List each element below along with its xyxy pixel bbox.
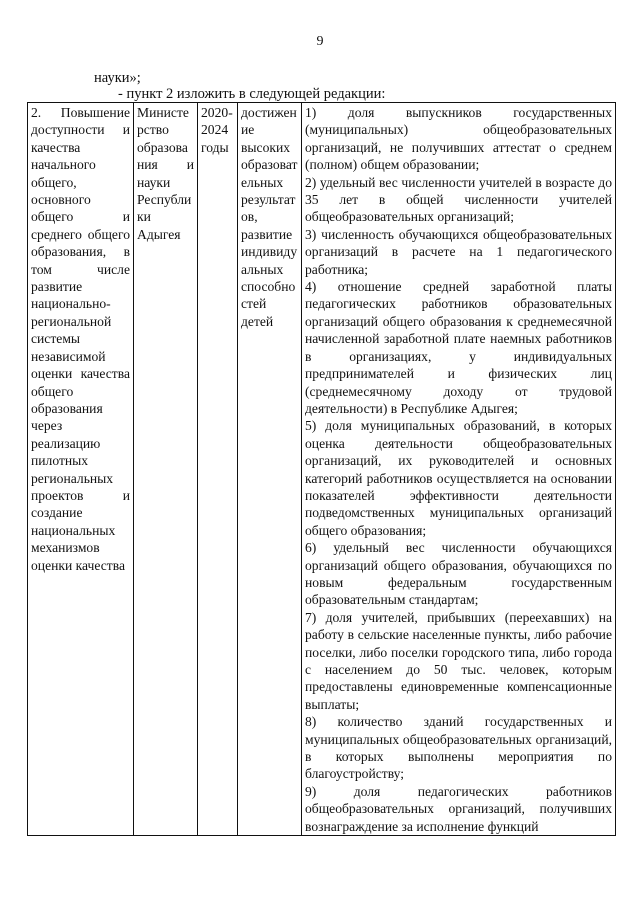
indicator-item: 6) удельный вес численности обучающихся организаций общего образования, обучающихся по новым федеральным государственным образовательным стандартам; — [305, 540, 612, 608]
years-cell — [198, 103, 238, 836]
table-row — [28, 103, 616, 836]
executor-text: Министерство образования и науки Республики Адыгея — [137, 105, 194, 242]
intro-line-2: - пункт 2 изложить в следующей редакции: — [118, 86, 386, 102]
indicator-item: 8) количество зданий государственных и муниципальных общеобразовательных организаций, в которых выполнены мероприятия по благоустройству; — [305, 714, 612, 782]
task-cell — [28, 103, 134, 836]
years-text: 2020-2024 годы — [201, 105, 233, 155]
indicator-item: 4) отношение средней заработной платы педагогических работников образовательных организаций общего образования к среднемесячной начисленной заработной плате наемных работников в организациях, у индивидуальных предпринимателей и физических лиц (среднемесячному доходу от трудовой деятельности) в Республике Адыгея; — [305, 279, 612, 416]
program-table — [27, 102, 616, 836]
indicators-cell — [302, 103, 616, 836]
result-text: достижение высоких образовательных результатов, развитие индивидуальных способностей детей — [241, 105, 298, 329]
indicator-item: 2) удельный вес численности учителей в возрасте до 35 лет в общей численности учителей общеобразовательных организаций; — [305, 174, 612, 225]
page-number: 9 — [316, 34, 324, 49]
task-text: 2. Повышение доступности и качества начального общего, основного общего и среднего общего образования, в том числе развитие национально-региональной системы независимой оценки качества общего образования через реализацию пилотных региональных проектов и создание национальных механизмов оценки качества — [31, 105, 130, 573]
indicator-item: 5) доля муниципальных образований, в которых оценка деятельности общеобразовательных организаций, их руководителей и основных категорий работников осуществляется на основании показателей эффективности деятельности подведомственных муниципальных организаций общего образования; — [305, 418, 612, 538]
result-cell — [238, 103, 302, 836]
indicator-item: 7) доля учителей, прибывших (переехавших) на работу в сельские населенные пункты, либо рабочие поселки, либо поселки городского типа, либо города с населением до 50 тыс. человек, которым предоставлены единовременные компенсационные выплаты; — [305, 609, 612, 712]
executor-cell — [134, 103, 198, 836]
indicator-item: 3) численность обучающихся общеобразовательных организаций в расчете на 1 педагогического работника; — [305, 226, 612, 277]
indicator-item: 9) доля педагогических работников общеобразовательных организаций, получивших вознаграждение за исполнение функций — [305, 783, 612, 834]
indicator-item: 1) доля выпускников государственных (муниципальных) общеобразовательных организаций, не получивших аттестат о среднем (полном) общем образовании; — [305, 105, 612, 173]
intro-line-1: науки»; — [94, 70, 141, 86]
